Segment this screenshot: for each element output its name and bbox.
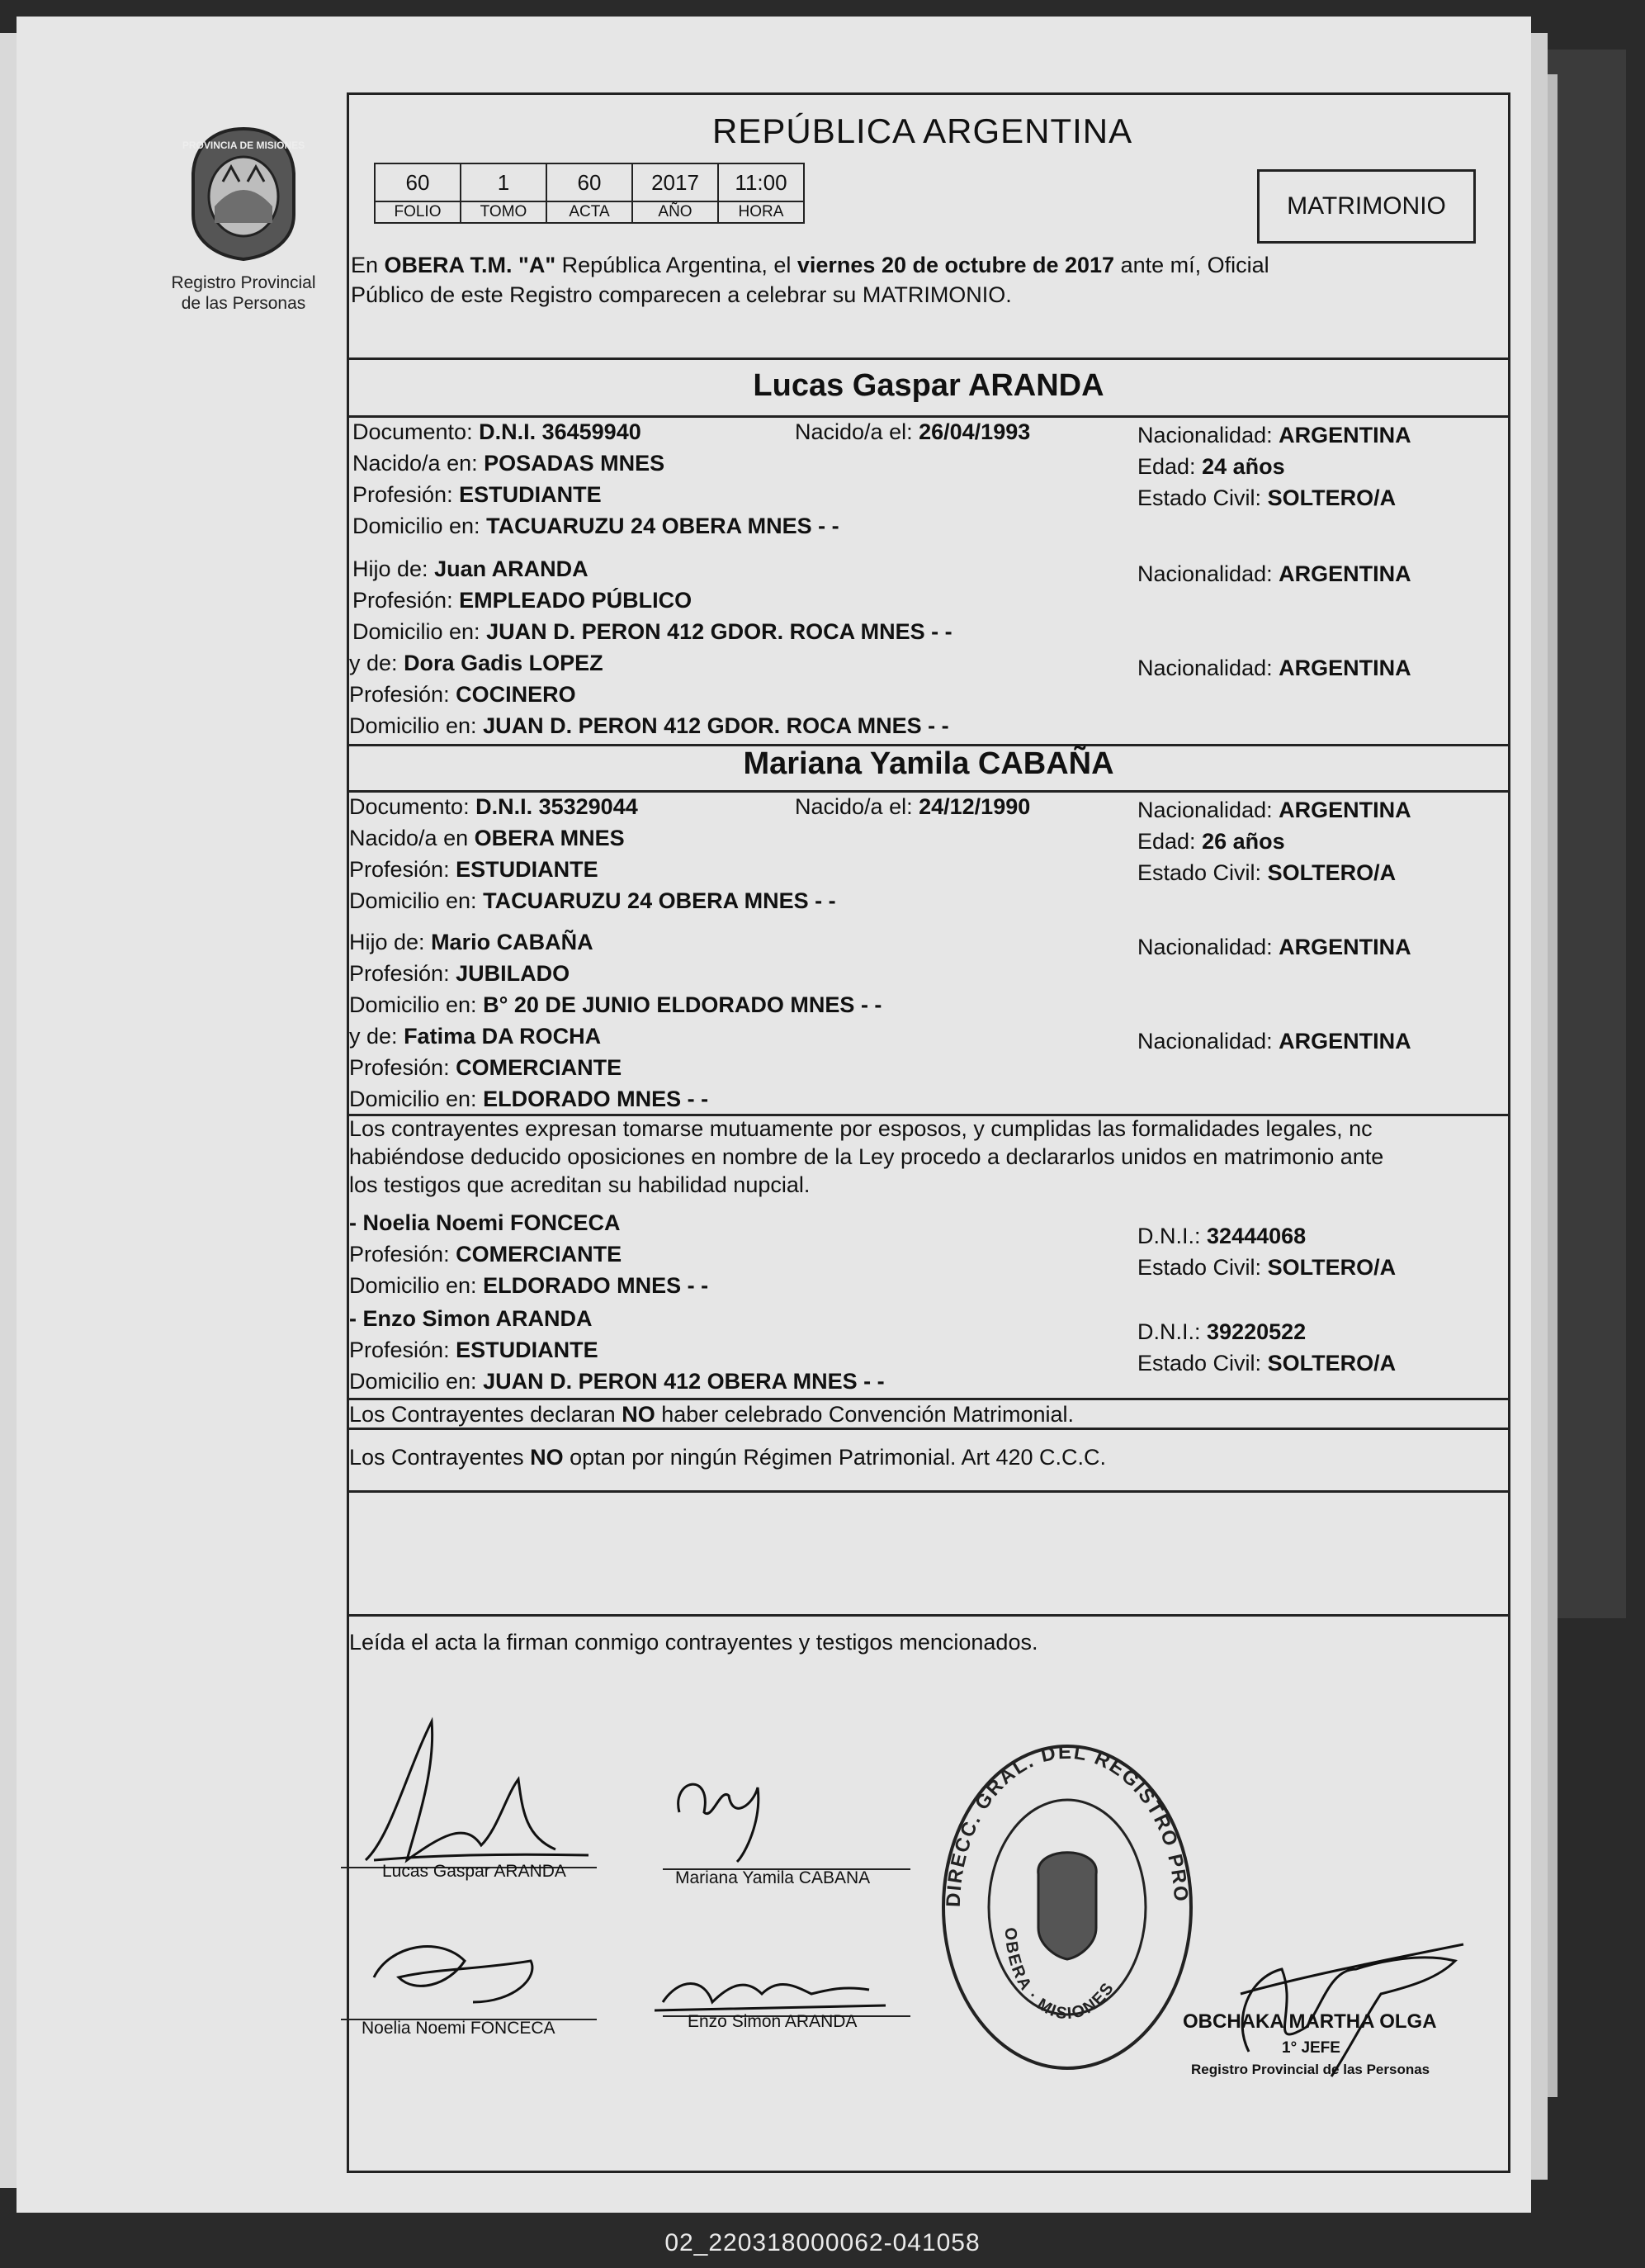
field-label: y de: <box>349 1024 398 1049</box>
field-label: Profesión: <box>349 1055 450 1080</box>
field-label: Edad: <box>1137 829 1196 854</box>
witness2-address <box>349 1368 885 1394</box>
convention-no: NO <box>622 1402 655 1427</box>
field-label: D.N.I.: <box>1137 1319 1201 1344</box>
field-value: Dora Gadis LOPEZ <box>404 651 603 675</box>
field-label: Hijo de: <box>349 930 425 954</box>
document-id: 02_220318000062-041058 <box>664 2229 981 2256</box>
field-label: Domicilio en: <box>352 619 480 644</box>
field-label: Estado Civil: <box>1137 1255 1262 1280</box>
tomo-value: 1 <box>461 163 546 201</box>
field-value: ESTUDIANTE <box>456 1338 598 1362</box>
field-value: D.N.I. 36459940 <box>479 419 641 444</box>
field-label: Nacionalidad: <box>1137 798 1273 822</box>
witness1-address <box>349 1272 708 1299</box>
field-label: Documento: <box>352 419 473 444</box>
field-label: Documento: <box>349 794 470 819</box>
registry-label-line2: de las Personas <box>181 294 306 313</box>
regime-text: Los Contrayentes <box>349 1445 524 1470</box>
signature-noelia <box>366 1911 580 2027</box>
declaration-line-2: habiéndose deducido oposiciones en nombre de la Ley procedo a declararlos unidos en matrimonio ante <box>349 1144 1384 1169</box>
tomo-label: TOMO <box>461 201 546 223</box>
reference-table <box>374 163 805 224</box>
field-value: JUAN D. PERON 412 GDOR. ROCA MNES - - <box>486 619 952 644</box>
declaration-line-3: los testigos que acreditan su habilidad nupcial. <box>349 1172 811 1197</box>
divider <box>349 1614 1508 1617</box>
field-value: TACUARUZU 24 OBERA MNES - - <box>483 888 836 913</box>
field-label: Profesión: <box>349 682 450 707</box>
field-value: Fatima DA ROCHA <box>404 1024 602 1049</box>
field-value: 24 años <box>1202 454 1285 479</box>
hora-value: 11:00 <box>718 163 804 201</box>
field-label: Nacionalidad: <box>1137 656 1273 680</box>
party2-mother-profession <box>349 1054 622 1081</box>
field-label: Estado Civil: <box>1137 860 1262 885</box>
intro-text: República Argentina, el <box>561 253 792 277</box>
acta-value: 60 <box>546 163 632 201</box>
field-value: JUBILADO <box>456 961 570 986</box>
declaration-line-1: Los contrayentes expresan tomarse mutuamente por esposos, y cumplidas las formalidades legales, nc <box>349 1116 1373 1141</box>
signature-name-mariana: Mariana Yamila CABANA <box>675 1868 871 1887</box>
closing-statement: Leída el acta la firman conmigo contrayentes y testigos mencionados. <box>349 1630 1038 1655</box>
field-value: ARGENTINA <box>1279 423 1411 447</box>
province-seal-icon <box>182 124 305 264</box>
field-value: JUAN D. PERON 412 OBERA MNES - - <box>483 1369 885 1394</box>
party2-birthplace <box>349 825 625 851</box>
signature-name-enzo: Enzo Simon ARANDA <box>688 2012 858 2031</box>
witness2-dni <box>1137 1319 1306 1345</box>
convention-text: haber celebrado Convención Matrimonial. <box>661 1402 1075 1427</box>
field-label: Nacido/a el: <box>795 419 913 444</box>
field-value: ESTUDIANTE <box>456 857 598 882</box>
party2-mother-nationality <box>1137 1028 1411 1054</box>
party2-profession <box>349 856 598 883</box>
stamp-caption: DIRECC. GRAL. DEL REGISTRO PROVINCIAL DE LAS PERSONAS <box>926 1721 1193 1908</box>
field-label: Domicilio en: <box>349 888 477 913</box>
party2-father-profession <box>349 960 570 987</box>
folio-label: FOLIO <box>375 201 461 223</box>
field-value: B° 20 DE JUNIO ELDORADO MNES - - <box>483 992 882 1017</box>
acta-label: ACTA <box>546 201 632 223</box>
anio-value: 2017 <box>632 163 718 201</box>
field-value: D.N.I. 35329044 <box>475 794 638 819</box>
field-value: SOLTERO/A <box>1267 860 1397 885</box>
official-name: OBCHAKA MARTHA OLGA <box>1183 2010 1437 2033</box>
party2-mother-address <box>349 1086 708 1112</box>
field-label: Domicilio en: <box>349 1273 477 1298</box>
party1-father-address <box>352 618 952 645</box>
signature-lucas <box>341 1672 613 1870</box>
field-label: Domicilio en: <box>349 713 477 738</box>
field-label: Nacionalidad: <box>1137 561 1273 586</box>
field-value: 26/04/1993 <box>919 419 1031 444</box>
party1-father <box>352 556 589 582</box>
field-value: ARGENTINA <box>1279 1029 1411 1054</box>
field-value: ARGENTINA <box>1279 935 1411 959</box>
party1-civil-status <box>1137 485 1396 511</box>
record-type-box: MATRIMONIO <box>1257 169 1476 244</box>
convention-line <box>349 1401 1074 1428</box>
field-label: D.N.I.: <box>1137 1224 1201 1248</box>
field-value: 24/12/1990 <box>919 794 1031 819</box>
divider <box>349 1398 1508 1400</box>
field-label: Nacionalidad: <box>1137 935 1273 959</box>
field-value: EMPLEADO PÚBLICO <box>459 588 693 613</box>
stamp-inner-caption: OBERA · MISIONES <box>1000 1926 1118 2024</box>
party2-age <box>1137 828 1285 855</box>
certificate-frame <box>347 92 1510 2173</box>
party1-age <box>1137 453 1285 480</box>
party1-profession <box>352 481 602 508</box>
party2-nationality <box>1137 797 1411 823</box>
field-label: Domicilio en: <box>352 514 480 538</box>
divider <box>349 357 1508 360</box>
field-label: Profesión: <box>352 588 453 613</box>
official-title: 1° JEFE <box>1282 2039 1340 2057</box>
witness2-profession <box>349 1337 598 1363</box>
party2-name: Mariana Yamila CABAÑA <box>743 746 1114 781</box>
divider <box>349 1490 1508 1493</box>
field-value: COCINERO <box>456 682 576 707</box>
regime-no: NO <box>530 1445 564 1470</box>
paper-stack-edge <box>1548 74 1558 2097</box>
party2-mother <box>349 1023 601 1049</box>
field-value: ARGENTINA <box>1279 656 1411 680</box>
divider <box>349 1428 1508 1430</box>
field-value: ARGENTINA <box>1279 798 1411 822</box>
witness1-name: - Noelia Noemi FONCECA <box>349 1210 621 1235</box>
field-label: Domicilio en: <box>349 1087 477 1111</box>
field-label: Profesión: <box>349 961 450 986</box>
field-value: Mario CABAÑA <box>431 930 593 954</box>
divider <box>349 790 1508 793</box>
signature-name-noelia: Noelia Noemi FONCECA <box>362 2019 555 2038</box>
anio-label: AÑO <box>632 201 718 223</box>
party1-father-nationality <box>1137 561 1411 587</box>
witness2-civil-status <box>1137 1350 1396 1376</box>
field-label: Nacido/a en <box>349 826 469 850</box>
regime-line <box>349 1444 1106 1470</box>
party1-birthplace <box>352 450 664 476</box>
registry-label <box>144 272 343 314</box>
official-organization: Registro Provincial de las Personas <box>1191 2062 1430 2077</box>
field-value: SOLTERO/A <box>1267 1351 1397 1375</box>
divider <box>349 415 1508 418</box>
witness1-civil-status <box>1137 1254 1396 1281</box>
intro-text: ante mí, Oficial <box>1120 253 1269 277</box>
intro-text: En <box>351 253 379 277</box>
field-value: ESTUDIANTE <box>459 482 602 507</box>
field-value: TACUARUZU 24 OBERA MNES - - <box>486 514 839 538</box>
field-value: 39220522 <box>1207 1319 1307 1344</box>
party2-birthdate <box>795 793 1030 820</box>
field-label: Nacido/a en: <box>352 451 478 476</box>
party1-name: Lucas Gaspar ARANDA <box>753 368 1104 403</box>
party1-mother <box>349 650 603 676</box>
intro-date: viernes 20 de octubre de 2017 <box>797 253 1115 277</box>
field-label: Profesión: <box>349 857 450 882</box>
party2-documento <box>349 793 638 820</box>
field-label: Nacionalidad: <box>1137 1029 1273 1054</box>
field-label: Domicilio en: <box>349 1369 477 1394</box>
party2-father <box>349 929 593 955</box>
party1-mother-nationality <box>1137 655 1411 681</box>
party1-documento <box>352 419 641 445</box>
field-label: Edad: <box>1137 454 1196 479</box>
field-value: 32444068 <box>1207 1224 1307 1248</box>
official-stamp-icon <box>926 1721 1199 2076</box>
field-label: Profesión: <box>352 482 453 507</box>
field-label: Profesión: <box>349 1242 450 1267</box>
field-value: POSADAS MNES <box>484 451 665 476</box>
registry-label-line1: Registro Provincial <box>171 273 316 292</box>
party1-mother-profession <box>349 681 576 708</box>
field-value: ELDORADO MNES - - <box>483 1273 709 1298</box>
field-value: JUAN D. PERON 412 GDOR. ROCA MNES - - <box>483 713 949 738</box>
party1-address <box>352 513 839 539</box>
signature-mariana <box>663 1713 828 1870</box>
party2-father-address <box>349 992 882 1018</box>
party2-civil-status <box>1137 859 1396 886</box>
field-label: Hijo de: <box>352 556 428 581</box>
field-value: OBERA MNES <box>474 826 625 850</box>
field-value: ARGENTINA <box>1279 561 1411 586</box>
hora-label: HORA <box>718 201 804 223</box>
convention-text: Los Contrayentes declaran <box>349 1402 616 1427</box>
party2-father-nationality <box>1137 934 1411 960</box>
party1-father-profession <box>352 587 692 613</box>
regime-text: optan por ningún Régimen Patrimonial. Art 420 C.C.C. <box>570 1445 1107 1470</box>
field-value: COMERCIANTE <box>456 1242 622 1267</box>
field-label: Nacido/a el: <box>795 794 913 819</box>
party2-address <box>349 888 836 914</box>
intro-place: OBERA T.M. "A" <box>384 253 556 277</box>
intro-line-1 <box>351 252 1269 278</box>
seal-caption: PROVINCIA DE MISIONES <box>182 140 305 151</box>
intro-line-2: Público de este Registro comparecen a celebrar su MATRIMONIO. <box>351 282 1012 307</box>
field-value: SOLTERO/A <box>1267 485 1397 510</box>
field-label: Nacionalidad: <box>1137 423 1273 447</box>
field-label: y de: <box>349 651 398 675</box>
witness2-name: - Enzo Simon ARANDA <box>349 1306 593 1331</box>
field-label: Estado Civil: <box>1137 1351 1262 1375</box>
signature-name-lucas: Lucas Gaspar ARANDA <box>382 1862 566 1881</box>
paper-stack-edge <box>1531 33 1548 2180</box>
field-label: Estado Civil: <box>1137 485 1262 510</box>
party1-nationality <box>1137 422 1411 448</box>
witness1-dni <box>1137 1223 1306 1249</box>
party1-birthdate <box>795 419 1030 445</box>
party1-mother-address <box>349 713 949 739</box>
witness1-profession <box>349 1241 622 1267</box>
field-value: SOLTERO/A <box>1267 1255 1397 1280</box>
field-value: Juan ARANDA <box>434 556 589 581</box>
field-value: COMERCIANTE <box>456 1055 622 1080</box>
country-title: REPÚBLICA ARGENTINA <box>712 111 1133 150</box>
field-label: Profesión: <box>349 1338 450 1362</box>
field-value: 26 años <box>1202 829 1285 854</box>
field-value: ELDORADO MNES - - <box>483 1087 709 1111</box>
field-label: Domicilio en: <box>349 992 477 1017</box>
folio-value: 60 <box>375 163 461 201</box>
